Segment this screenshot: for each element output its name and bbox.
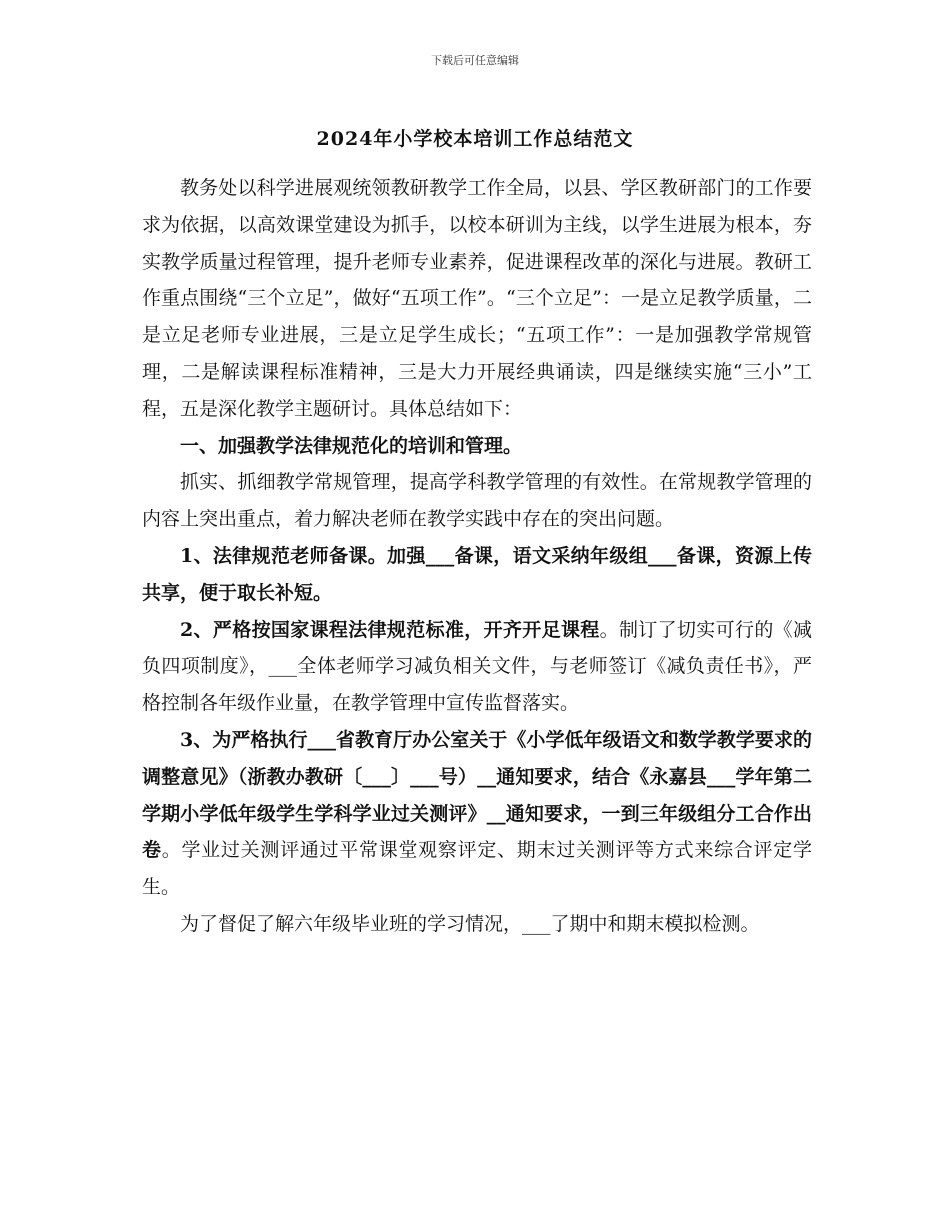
item-2-text: 。制订了切实可行的《减负四项制度》，___全体老师学习减负相关文件，与老师签订《减负责任书》，严格控制各年级作业量，在教学管理中宣传监督落实。 [142, 618, 812, 715]
document-title: 2024年小学校本培训工作总结范文 [316, 128, 634, 150]
section-body-paragraph: 抓实、抓细教学常规管理，提高学科教学管理的有效性。在常规教学管理的内容上突出重点，着力解决老师在教学实践中存在的突出问题。 [142, 471, 812, 531]
item-3-bold-text: 3、为严格执行___省教育厅办公室关于《小学低年级语文和数学教学要求的调整意见》（浙教办教研〔___〕___号）__通知要求，结合《永嘉县___学年第二学期小学低年级学生学科学业过关测评》__通知要求，一到三年级组分工合作出卷 [142, 728, 812, 862]
item-3-text: 。学业过关测评通过平常课堂观察评定、期末过关测评等方式来综合评定学生。 [142, 839, 812, 899]
document-body [142, 170, 812, 943]
final-paragraph: 为了督促了解六年级毕业班的学习情况，___了期中和期末模拟检测。 [180, 912, 760, 935]
item-1-paragraph: 1、法律规范老师备课。加强___备课，语文采纳年级组___备课，资源上传共享，便于取长补短。 [142, 544, 812, 604]
item-2-paragraph [142, 612, 812, 722]
section-heading: 一、加强教学法律规范化的培训和管理。 [180, 434, 523, 457]
intro-paragraph: 教务处以科学进展观统领教研教学工作全局，以县、学区教研部门的工作要求为依据，以高效课堂建设为抓手，以校本研训为主线，以学生进展为根本，夯实教学质量过程管理，提升老师专业素养，促进课程改革的深化与进展。教研工作重点围绕“三个立足”，做好“五项工作”。“三个立足”：一是立足教学质量，二是立足老师专业进展，三是立足学生成长；“五项工作”：一是加强教学常规管理，二是解读课程标准精神，三是大力开展经典诵读，四是继续实施“三小”工程，五是深化教学主题研讨。具体总结如下： [142, 177, 812, 420]
item-2-bold-text: 2、严格按国家课程法律规范标准，开齐开足课程 [180, 618, 600, 641]
page-header: 下载后可任意编辑 [431, 54, 519, 67]
item-3-paragraph [142, 722, 812, 906]
